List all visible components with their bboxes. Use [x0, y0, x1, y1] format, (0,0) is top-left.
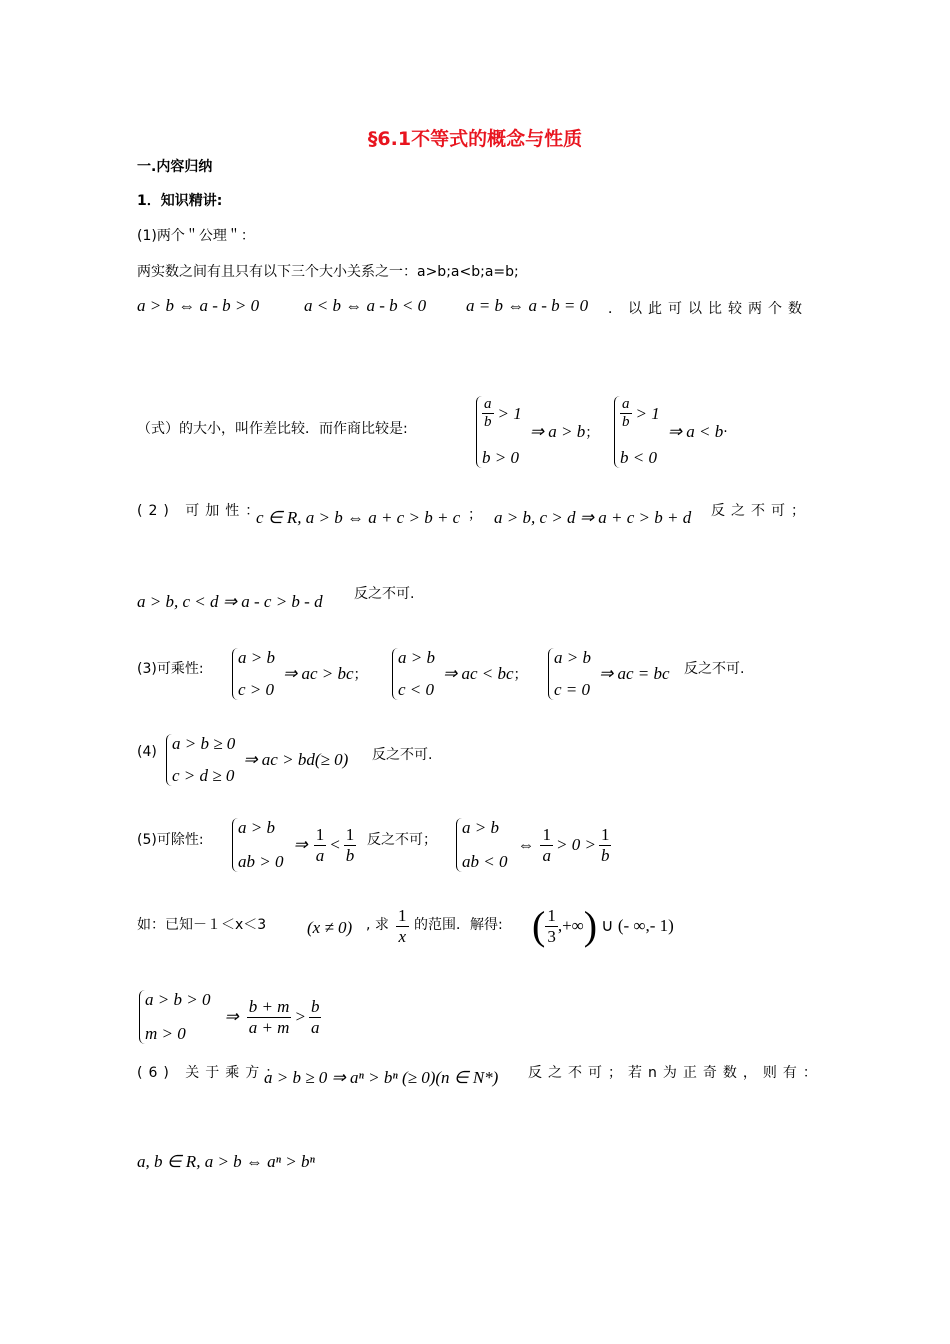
- item-1-text: 两实数之间有且只有以下三个大小关系之一：a>b;a<b;a=b;: [137, 264, 519, 280]
- item-4-tail: 反之不可.: [372, 747, 433, 763]
- product-system: a > b ≥ 0 c > d ≥ 0 ⇒ ac > bd(≥ 0): [164, 734, 348, 786]
- division-system-1: a > b ab > 0 ⇒ $\frac{1}{a}$ < $\frac{1}{b}$: [230, 818, 356, 872]
- additivity-formula-2: a > b, c > d ⇒ a + c > b + d: [494, 508, 692, 527]
- item-6-tail: 反之不可；若n为正奇数，则有：: [528, 1065, 823, 1081]
- item-1-label: (1)两个＂公理＂：: [137, 228, 255, 244]
- example-text: 如：已知－１＜x＜3: [137, 917, 267, 933]
- division-system-2: a > b ab < 0 ⇔ $\frac{1}{a}$ > 0 > $\frac{1}{b}$: [454, 818, 611, 872]
- example-ask: , 求: [366, 917, 389, 933]
- quotient-result-1: ⇒ a > b: [529, 422, 586, 441]
- subtraction-formula: a > b, c < d ⇒ a - c > b - d: [137, 592, 323, 611]
- formula-lt: a < b ⇔ a - b < 0: [304, 296, 427, 315]
- quotient-system-2: $\frac{a}{b}$ > 1 b < 0 ⇒ a < b ·: [612, 396, 728, 468]
- example-fraction: $\frac{1}{x}$: [398, 906, 407, 946]
- subsection-heading: 1．知识精讲:: [137, 193, 223, 209]
- multiply-system-1: a > b c > 0 ⇒ ac > bc ；: [230, 648, 368, 700]
- item-6-label: (6) 关于乘方：: [137, 1065, 286, 1081]
- power-formula-2: a, b ∈ R, a > b ⇔ aⁿ > bⁿ: [137, 1152, 315, 1171]
- example-condition: (x ≠ 0): [307, 918, 353, 937]
- item-5-label: (5)可除性:: [137, 832, 204, 848]
- formula-gt: a > b ⇔ a - b > 0: [137, 296, 260, 315]
- item-4-label: (4): [137, 744, 157, 760]
- example-tail: 的范围．解得:: [414, 917, 503, 933]
- fraction-inequality: a > b > 0 m > 0 ⇒ $\frac{b + m}{a + m}$ > $\frac{b}{a}$: [137, 990, 321, 1044]
- multiply-system-2: a > b c < 0 ⇒ ac < bc ；: [390, 648, 528, 700]
- page-title: §6.1不等式的概念与性质: [367, 128, 583, 150]
- quotient-result-2: ⇒ a < b: [667, 422, 724, 441]
- quotient-system-1: $\frac{a}{b}$ > 1 b > 0 ⇒ a > b ；: [474, 396, 599, 468]
- section-heading: 一.内容归纳: [137, 159, 213, 175]
- example-answer: ( $\frac{1}{3}$ ,+∞ ) ∪ (- ∞,- 1): [532, 903, 674, 949]
- item-2-label: (2) 可加性：: [137, 503, 266, 519]
- power-formula-1: a > b ≥ 0 ⇒ aⁿ > bⁿ (≥ 0)(n ∈ N*): [264, 1068, 499, 1087]
- item-3-label: (3)可乘性:: [137, 661, 204, 677]
- additivity-formula-1: c ∈ R, a > b ⇔ a + c > b + c: [256, 508, 461, 527]
- item-5-tail: 反之不可；: [367, 832, 437, 848]
- item-1-tail: ．以此可以比较两个数: [608, 301, 808, 317]
- formula-eq: a = b ⇔ a - b = 0: [466, 296, 589, 315]
- item-2-tail: 反之不可；: [711, 503, 811, 519]
- item-3-tail: 反之不可.: [684, 661, 745, 677]
- item-2-tail-2: 反之不可.: [354, 586, 415, 602]
- item-1-continuation: （式）的大小，叫作差比较．而作商比较是:: [137, 421, 408, 437]
- multiply-system-3: a > b c = 0 ⇒ ac = bc: [546, 648, 670, 700]
